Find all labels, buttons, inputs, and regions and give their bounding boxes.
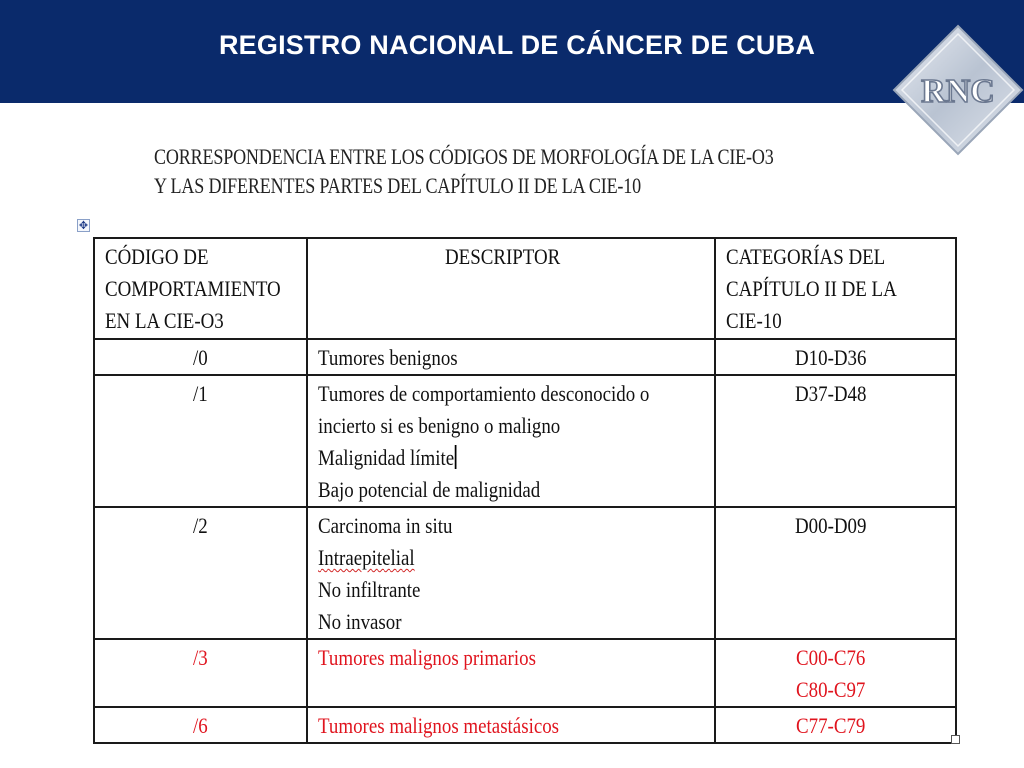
table-header-row [94,238,956,339]
document-title-line-2: Y LAS DIFERENTES PARTES DEL CAPÍTULO II DE LA CIE-10 [154,173,641,198]
text-cursor [455,445,457,469]
category-line: C80-C97 [796,677,866,702]
document-title [154,142,774,200]
page-title: REGISTRO NACIONAL DE CÁNCER DE CUBA [218,30,816,60]
code-cell: /2 [94,507,307,639]
descriptor-cell: Tumores benignos [307,339,715,375]
descriptor-cell: Tumores malignos metastásicos [307,707,715,743]
table-row [94,339,956,375]
descriptor-line: Intraepitelial [318,545,415,570]
descriptor-cell [307,375,715,507]
svg-text:RNC: RNC [921,73,995,110]
descriptor-line: Tumores de comportamiento desconocido o [318,381,650,406]
descriptor-line: Carcinoma in situ [318,513,453,538]
header-categories-line: CIE-10 [726,308,782,333]
header-code-line: EN LA CIE-O3 [105,308,224,333]
code-cell: /0 [94,339,307,375]
descriptor-line: Malignidad límite [318,445,455,470]
code-cell: /3 [94,639,307,707]
descriptor-line: No infiltrante [318,577,421,602]
header-categories-line: CAPÍTULO II DE LA [726,276,897,301]
table-row [94,707,956,743]
header-code-cell [94,238,307,339]
descriptor-cell: Tumores malignos primarios [307,639,715,707]
table-row [94,507,956,639]
descriptor-cell [307,507,715,639]
descriptor-line: incierto si es benigno o maligno [318,413,561,438]
category-cell: D00-D09 [715,507,956,639]
table-row [94,375,956,507]
descriptor-line: No invasor [318,609,402,634]
header-descriptor-cell [307,238,715,339]
code-cell: /6 [94,707,307,743]
header-categories-line: CATEGORÍAS DEL [726,244,886,269]
table-resize-handle[interactable] [951,735,960,744]
header-code-line: CÓDIGO DE [105,244,209,269]
header-descriptor-label: DESCRIPTOR [444,244,561,269]
descriptor-line: Bajo potencial de malignidad [318,477,541,502]
category-cell: D10-D36 [715,339,956,375]
document-title-line-1: CORRESPONDENCIA ENTRE LOS CÓDIGOS DE MORFOLOGÍA DE LA CIE-O3 [154,144,774,169]
table-row [94,639,956,707]
category-line: C00-C76 [796,645,866,670]
header-categories-cell [715,238,956,339]
category-cell [715,639,956,707]
table-move-icon[interactable]: ✥ [78,219,89,232]
code-cell: /1 [94,375,307,507]
rnc-logo [892,24,1024,156]
morphology-table [93,237,957,744]
header-code-line: COMPORTAMIENTO [105,276,281,301]
category-cell: D37-D48 [715,375,956,507]
category-cell: C77-C79 [715,707,956,743]
